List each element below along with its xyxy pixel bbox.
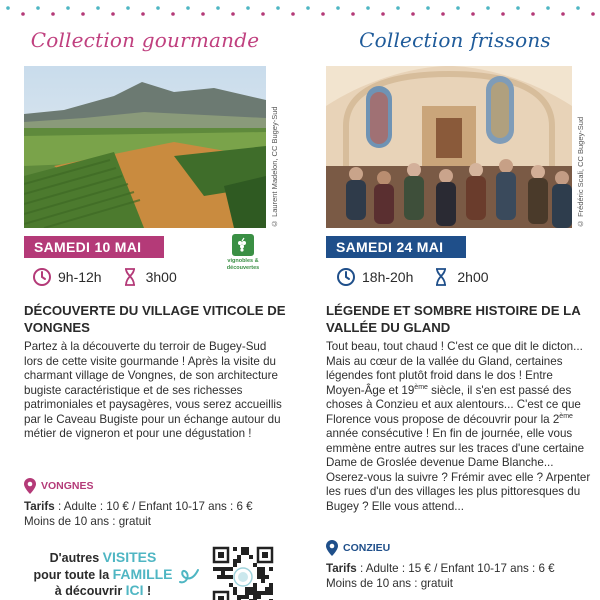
- event-description: [326, 340, 592, 514]
- border-dot: [201, 12, 205, 16]
- qr-module: [269, 583, 273, 587]
- date-badge: SAMEDI 24 MAI: [326, 236, 466, 258]
- qr-module: [269, 567, 273, 571]
- qr-module: [257, 571, 261, 575]
- superscript: ème: [559, 412, 573, 420]
- border-dot: [36, 6, 40, 10]
- qr-module: [269, 587, 273, 591]
- event-title: LÉGENDE ET SOMBRE HISTOIRE DE LA VALLÉE DU GLAND: [326, 303, 581, 335]
- qr-module: [253, 563, 257, 567]
- qr-module: [265, 575, 269, 579]
- logo-text: vignobles & découvertes: [226, 258, 260, 271]
- qr-module: [245, 551, 249, 555]
- prices: [326, 562, 592, 591]
- border-dot: [411, 12, 415, 16]
- qr-module: [237, 595, 241, 599]
- qr-code[interactable]: [212, 546, 274, 600]
- border-dot: [66, 6, 70, 10]
- border-dot: [546, 6, 550, 10]
- promo-highlight: FAMILLE: [112, 565, 173, 582]
- qr-module: [233, 559, 237, 563]
- promo-text: !: [143, 584, 152, 598]
- qr-module: [233, 547, 237, 551]
- prices-line-1: : Adulte : 15 € / Enfant 10-17 ans : 6 €: [356, 562, 555, 575]
- border-dot: [141, 12, 145, 16]
- collection-title: Collection frissons: [359, 28, 551, 52]
- qr-module: [261, 571, 265, 575]
- qr-module: [237, 555, 241, 559]
- qr-module: [225, 575, 229, 579]
- qr-module: [229, 567, 233, 571]
- border-dot: [231, 12, 235, 16]
- border-dot: [531, 12, 535, 16]
- qr-module: [257, 575, 261, 579]
- border-dot: [501, 12, 505, 16]
- border-dot: [426, 6, 430, 10]
- dotted-border: [0, 0, 600, 22]
- qr-module: [233, 563, 237, 567]
- qr-module: [249, 591, 253, 595]
- border-dot: [276, 6, 280, 10]
- hourglass-icon: [120, 267, 140, 287]
- description-part: année consécutive ! En fin de journée, elle vous emmène entre autres sur les traces d'une certaine Dame de Groslée devenue Dame Blanche... Oserez-vous la suivre ? Frémir avec elle ? Arpenter les rues d'un des villages les plus pittoresques du Bugey ? Elle vous attend...: [326, 427, 591, 513]
- promo-highlight: VISITES: [102, 549, 157, 565]
- grape-icon: [232, 234, 254, 256]
- qr-module: [269, 591, 273, 595]
- qr-module: [245, 587, 249, 591]
- border-dot: [351, 12, 355, 16]
- schedule-row: [336, 266, 507, 288]
- event-description: Partez à la découverte du terroir de Bugey-Sud lors de cette visite gourmande ! Après la visite du charmant village de Vongnes, de son architecture bugiste caractéristique et de ses richesses patrimoniales et paysagères, vous serez accueillis par le Caveau Bugiste pour un échange autour du métier de vigneron et pour une dégustation !: [24, 340, 282, 440]
- qr-module: [261, 579, 265, 583]
- qr-module: [213, 567, 217, 571]
- collection-title: Collection gourmande: [30, 28, 260, 52]
- qr-module: [253, 595, 257, 599]
- qr-module: [253, 587, 257, 591]
- photo-credit: © Laurent Madelon, CC Bugey-Sud: [270, 106, 279, 228]
- border-dot: [321, 12, 325, 16]
- border-dot: [576, 6, 580, 10]
- church-photo: [326, 66, 572, 228]
- date-badge: SAMEDI 10 MAI: [24, 236, 164, 258]
- qr-module: [265, 587, 269, 591]
- qr-module: [265, 591, 269, 595]
- border-dot: [126, 6, 130, 10]
- event-column-frissons: [310, 22, 600, 600]
- qr-module: [261, 567, 265, 571]
- location-pin-icon: [326, 540, 338, 556]
- qr-module: [233, 587, 237, 591]
- qr-module: [261, 591, 265, 595]
- border-dot: [171, 12, 175, 16]
- vignobles-decouvertes-logo: [220, 234, 266, 284]
- border-dot: [486, 6, 490, 10]
- border-dot: [591, 12, 595, 16]
- border-dot: [21, 12, 25, 16]
- border-dot: [51, 12, 55, 16]
- border-dot: [471, 12, 475, 16]
- qr-module: [217, 567, 221, 571]
- event-column-gourmande: [0, 22, 290, 600]
- border-dot: [456, 6, 460, 10]
- schedule-row: [32, 266, 195, 288]
- location-label: [326, 540, 390, 556]
- qr-module: [241, 595, 245, 599]
- border-dot: [396, 6, 400, 10]
- location-pin-icon: [24, 478, 36, 494]
- prices-line-2: Moins de 10 ans : gratuit: [24, 514, 151, 528]
- description-part: Tout beau, tout chaud ! C'est ce que dit le dicton... Mais au cœur de la vallée du Gland, certaines légendes font plutôt froid dans le dos ! Entre Moyen-Âge et 19: [326, 340, 583, 397]
- border-dot: [306, 6, 310, 10]
- border-dot: [441, 12, 445, 16]
- more-visits-promo: [28, 550, 178, 600]
- qr-module: [261, 575, 265, 579]
- qr-module: [221, 575, 225, 579]
- prices-line-1: : Adulte : 10 € / Enfant 10-17 ans : 6 €: [54, 500, 253, 513]
- prices: [24, 500, 286, 529]
- event-title: DÉCOUVERTE DU VILLAGE VITICOLE DE VONGNES: [24, 303, 286, 335]
- duration-value: 3h00: [145, 269, 177, 285]
- location-label: [24, 478, 94, 494]
- qr-module: [253, 583, 257, 587]
- time-value: 9h-12h: [58, 269, 102, 285]
- photo-credit: © Frédéric Scali, CC Bugey-Sud: [576, 116, 585, 228]
- location-name: VONGNES: [41, 480, 94, 492]
- qr-module: [241, 551, 245, 555]
- swirl-arrow-icon: [178, 562, 200, 590]
- qr-module: [225, 567, 229, 571]
- border-dot: [261, 12, 265, 16]
- promo-text: D'autres: [49, 551, 103, 565]
- border-dot: [96, 6, 100, 10]
- border-dot: [6, 6, 10, 10]
- vineyard-photo: [24, 66, 266, 228]
- description-part: siècle, il s'en est passé des choses à Conzieu et aux alentours... C'est ce que Florence vous propose de découvrir pour la 2: [326, 383, 581, 426]
- border-dot: [156, 6, 160, 10]
- border-dot: [366, 6, 370, 10]
- border-dot: [81, 12, 85, 16]
- qr-module: [257, 591, 261, 595]
- location-name: CONZIEU: [343, 542, 391, 554]
- promo-text: pour toute la: [33, 567, 113, 582]
- qr-module: [229, 575, 233, 579]
- border-dot: [246, 6, 250, 10]
- qr-module: [241, 547, 245, 551]
- qr-module: [221, 571, 225, 575]
- promo-text: à découvrir: [54, 584, 126, 598]
- border-dot: [516, 6, 520, 10]
- qr-module: [257, 595, 261, 599]
- hourglass-icon: [431, 267, 451, 287]
- border-dot: [381, 12, 385, 16]
- time-value: 18h-20h: [362, 269, 414, 285]
- border-dot: [291, 12, 295, 16]
- prices-label: Tarifs: [326, 562, 357, 575]
- qr-module: [257, 567, 261, 571]
- promo-highlight: ICI: [125, 582, 144, 598]
- border-dot: [216, 6, 220, 10]
- qr-module: [217, 575, 221, 579]
- clock-icon: [32, 267, 52, 287]
- border-dot: [336, 6, 340, 10]
- qr-module: [233, 591, 237, 595]
- qr-module: [237, 559, 241, 563]
- border-dot: [111, 12, 115, 16]
- qr-module: [249, 587, 253, 591]
- qr-module: [245, 591, 249, 595]
- border-dot: [186, 6, 190, 10]
- duration-value: 2h00: [457, 269, 489, 285]
- clock-icon: [336, 267, 356, 287]
- qr-module: [253, 591, 257, 595]
- prices-line-2: Moins de 10 ans : gratuit: [326, 576, 453, 590]
- prices-label: Tarifs: [24, 500, 55, 513]
- qr-module: [245, 547, 249, 551]
- qr-module: [221, 567, 225, 571]
- qr-module: [245, 595, 249, 599]
- qr-module: [229, 583, 233, 587]
- qr-module: [249, 555, 253, 559]
- superscript: ème: [414, 383, 428, 391]
- border-dot: [561, 12, 565, 16]
